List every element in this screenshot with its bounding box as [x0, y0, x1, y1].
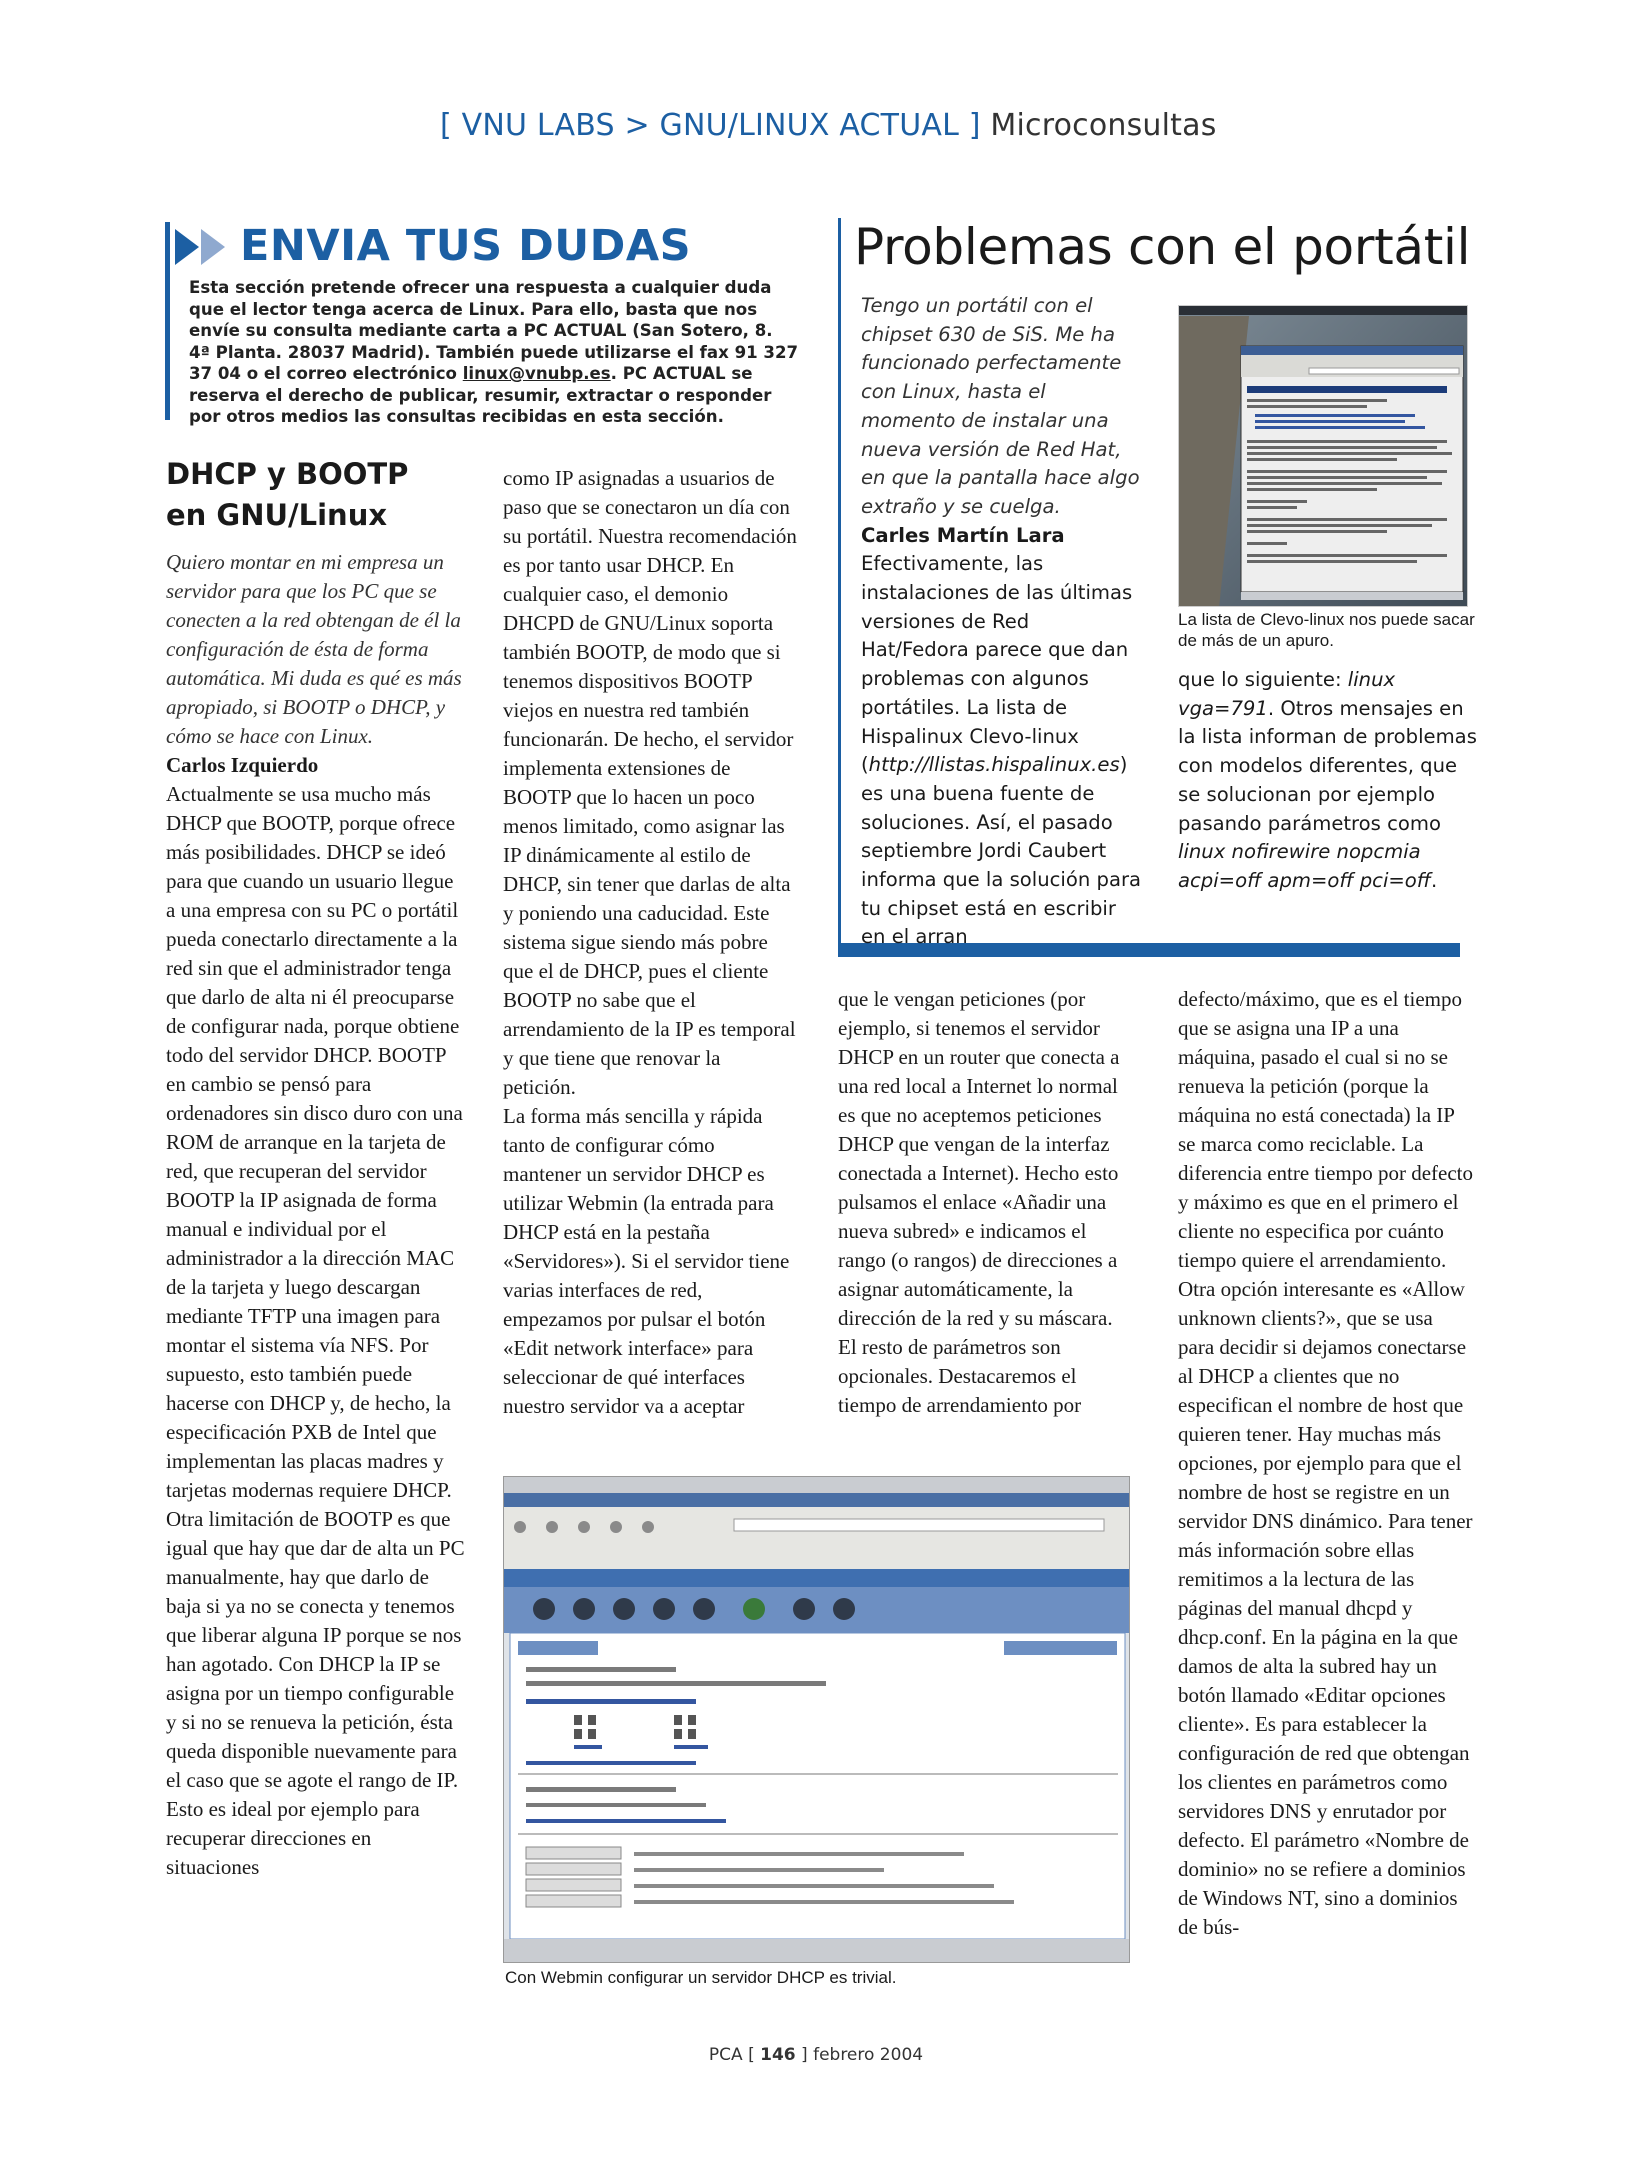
article-dhcp-column-2 — [503, 464, 798, 1421]
page-number: 146 — [760, 2045, 796, 2065]
footer-date: febrero 2004 — [813, 2045, 924, 2065]
answer-text-c: que lo siguiente: — [1178, 668, 1348, 691]
answer-text: La forma más sencilla y rápida tanto de configurar cómo mantener un servidor DHCP es utilizar Webmin (la entrada para DHCP está en la pestaña «Servidores»). Si el servidor tiene varias interfaces de red, empezamos por pulsar el botón «Edit network interface» para seleccionar de qué interfaces nuestro servidor va a aceptar — [503, 1104, 790, 1418]
article-dhcp-title-line1: DHCP y BOOTP — [166, 457, 409, 491]
webmin-screenshot — [503, 1476, 1130, 1963]
question-author: Carles Martín Lara — [861, 523, 1065, 547]
dudas-text — [189, 277, 799, 428]
running-header — [440, 108, 1540, 143]
dudas-accent-bar — [165, 222, 170, 420]
clevo-list-screenshot — [1178, 305, 1468, 607]
hispalinux-url[interactable]: http://llistas.hispalinux.es — [868, 753, 1120, 777]
page-footer — [0, 2045, 1632, 2065]
answer-text: Actualmente se usa mucho más DHCP que BOOTP, porque ofrece más posibilidades. DHCP se ideó para que cuando un usuario llegue a una empresa con su PC o portátil pueda conectarlo directamente a la red sin que el administrador tenga que darlo de alta ni él preocuparse de configurar nada, porque obtiene todo del servidor DHCP. BOOTP en cambio se pensó para ordenadores sin disco duro con una ROM de arranque en la tarjeta de red, que recuperan del servidor BOOTP la IP asignada de forma manual e individual por el administrador a la dirección MAC de la tarjeta y luego descargan mediante TFTP una imagen para montar el sistema vía NFS. Por supuesto, esto también puede hacerse con DHCP y, de hecho, la especificación PXB de Intel que implementan las placas madres y tarjetas modernas requiere DHCP. Otra limitación de BOOTP es que igual que hay que dar de alta un PC manualmente, hay que darlo de baja si ya no se conecta y tenemos que liberar alguna IP porque se nos han agotado. Con DHCP la IP se asigna por un tiempo configurable y si no se renueva la petición, ésta queda disponible nuevamente para el caso que se agote el rango de IP. Esto es ideal por ejemplo para recuperar direcciones en situaciones — [166, 782, 465, 1879]
reader-question: Quiero montar en mi empresa un servidor para que los PC que se conecten a la red obtengan de él la configuración de ésta de forma automática. Mi duda es qué es más apropiado, si BOOTP o DHCP, y cómo se hace con Linux. — [166, 550, 462, 748]
footer-bracket-close: ] — [801, 2045, 808, 2065]
answer-text-d: . Otros mensajes en la lista informan de problemas con modelos diferentes, que se solucionan por ejemplo pasando parámetros como — [1178, 696, 1477, 835]
section-path: [ VNU LABS > GNU/LINUX ACTUAL ] — [440, 108, 981, 143]
dudas-email-link[interactable]: linux@vnubp.es — [462, 364, 611, 383]
boot-command-1: linux vga=791 — [1178, 668, 1396, 720]
answer-text — [1178, 666, 1478, 896]
answer-text: como IP asignadas a usuarios de paso que se conectaron un día con su portátil. Nuestra recomendación es por tanto usar DHCP. En cualquier caso, el demonio DHCPD de GNU/Linux soporta también BOOTP, de modo que si tenemos dispositivos BOOTP viejos en nuestra red también funcionarán. De hecho, el servidor implementa extensiones de BOOTP que lo hacen un poco menos limitado, como asignar las IP dinámicamente al estilo de DHCP, sin tener que darlas de alta y poniendo una caducidad. Este sistema sigue siendo más pobre que el de DHCP, pues el cliente BOOTP no sabe que el arrendamiento de la IP es temporal y que tiene que renovar la petición. — [503, 466, 797, 1099]
article-dhcp-column-1 — [166, 548, 468, 1882]
dudas-text-b: . PC ACTUAL se reserva el derecho de publicar, resumir, extractar o responder por otros medios las consultas recibidas en esta sección. — [189, 364, 772, 426]
answer-text: que le vengan peticiones (por ejemplo, si tenemos el servidor DHCP en un router que conecta a una red local a Internet lo normal es que no aceptemos peticiones DHCP que vengan de la interfaz conectada a Internet). Hecho esto pulsamos el enlace «Añadir una nueva subred» e indicamos el rango (o rangos) de direcciones a asignar automáticamente, la dirección de la red y su máscara. El resto de parámetros son opcionales. Destacaremos el tiempo de arrendamiento por — [838, 987, 1120, 1417]
answer-text: defecto/máximo, que es el tiempo que se asigna una IP a una máquina, pasado el cual si no se renueva la petición (porque la máquina no está conectada) la IP se marca como reciclable. La diferencia entre tiempo por defecto y máximo es que en el primero el cliente no especifica por cuánto tiempo quiere el arrendamiento. Otra opción interesante es «Allow unknown clients?», que se usa para decidir si dejamos conectarse al DHCP a clientes que no especifican el nombre de host que quieren tener. Hay muchas más opciones, por ejemplo para que el nombre de host se registre en un servidor DNS dinámico. Para tener más información sobre ellas remitimos a la lectura de las páginas del manual dhcpd y dhcp.conf. En la página en la que damos de alta la subred hay un botón llamado «Editar opciones cliente». Es para establecer la configuración de red que obtengan los clientes en parámetros como servidores DNS y enrutador por defecto. El parámetro «Nombre de dominio» no se refiere a dominios de Windows NT, sino a dominios de bús- — [1178, 987, 1474, 1939]
portatil-accent-bar — [838, 218, 841, 953]
question-author: Carlos Izquierdo — [166, 753, 319, 777]
boot-command-2: linux nofirewire nopcmia acpi=off apm=off pci=off — [1178, 840, 1431, 892]
clevo-screenshot-drawing — [1179, 306, 1468, 607]
clevo-figure-caption: La lista de Clevo-linux nos puede sacar de más de un apuro. — [1178, 610, 1475, 650]
subsection-label: Microconsultas — [990, 108, 1217, 143]
dudas-title: ENVIA TUS DUDAS — [240, 221, 692, 271]
footer-magazine: PCA — [708, 2045, 743, 2065]
article-portatil-column-1 — [861, 292, 1143, 952]
footer-bracket-open: [ — [748, 2045, 755, 2065]
dudas-text-a: Esta sección pretende ofrecer una respuesta a cualquier duda que el lector tenga acerca de Linux. Para ello, basta que nos envíe su consulta mediante carta a PC ACTUAL (San Sotero, 8. 4ª Planta. 28037 Madrid). También puede utilizarse el fax 91 327 37 04 o el correo electrónico — [189, 278, 799, 383]
double-arrow-icon — [173, 226, 235, 268]
article-dhcp-column-4 — [1178, 985, 1474, 1942]
article-dhcp-title-line2: en GNU/Linux — [166, 498, 388, 532]
answer-text-a: Efectivamente, las instalaciones de las últimas versiones de Red Hat/Fedora parece que dan problemas con algunos portátiles. La lista de Hispalinux Clevo-linux ( — [861, 552, 1133, 777]
webmin-figure-caption: Con Webmin configurar un servidor DHCP es trivial. — [505, 1968, 897, 1987]
article-portatil-column-2 — [1178, 666, 1478, 896]
answer-text-e: . — [1430, 868, 1438, 892]
answer-text — [861, 550, 1143, 952]
webmin-screenshot-drawing — [504, 1477, 1130, 1963]
reader-question: Tengo un portátil con el chipset 630 de SiS. Me ha funcionado perfectamente con Linux, hasta el momento de instalar una nueva versión de Red Hat, en que la pantalla hace algo extraño y se cuelga. — [861, 294, 1140, 518]
answer-text-b: ) es una buena fuente de soluciones. Así, el pasado septiembre Jordi Caubert informa que la solución para tu chipset está en escribir en el arran — [861, 753, 1142, 949]
article-portatil-title: Problemas con el portátil — [854, 218, 1471, 276]
article-dhcp-title — [166, 454, 466, 536]
article-dhcp-column-3 — [838, 985, 1133, 1420]
